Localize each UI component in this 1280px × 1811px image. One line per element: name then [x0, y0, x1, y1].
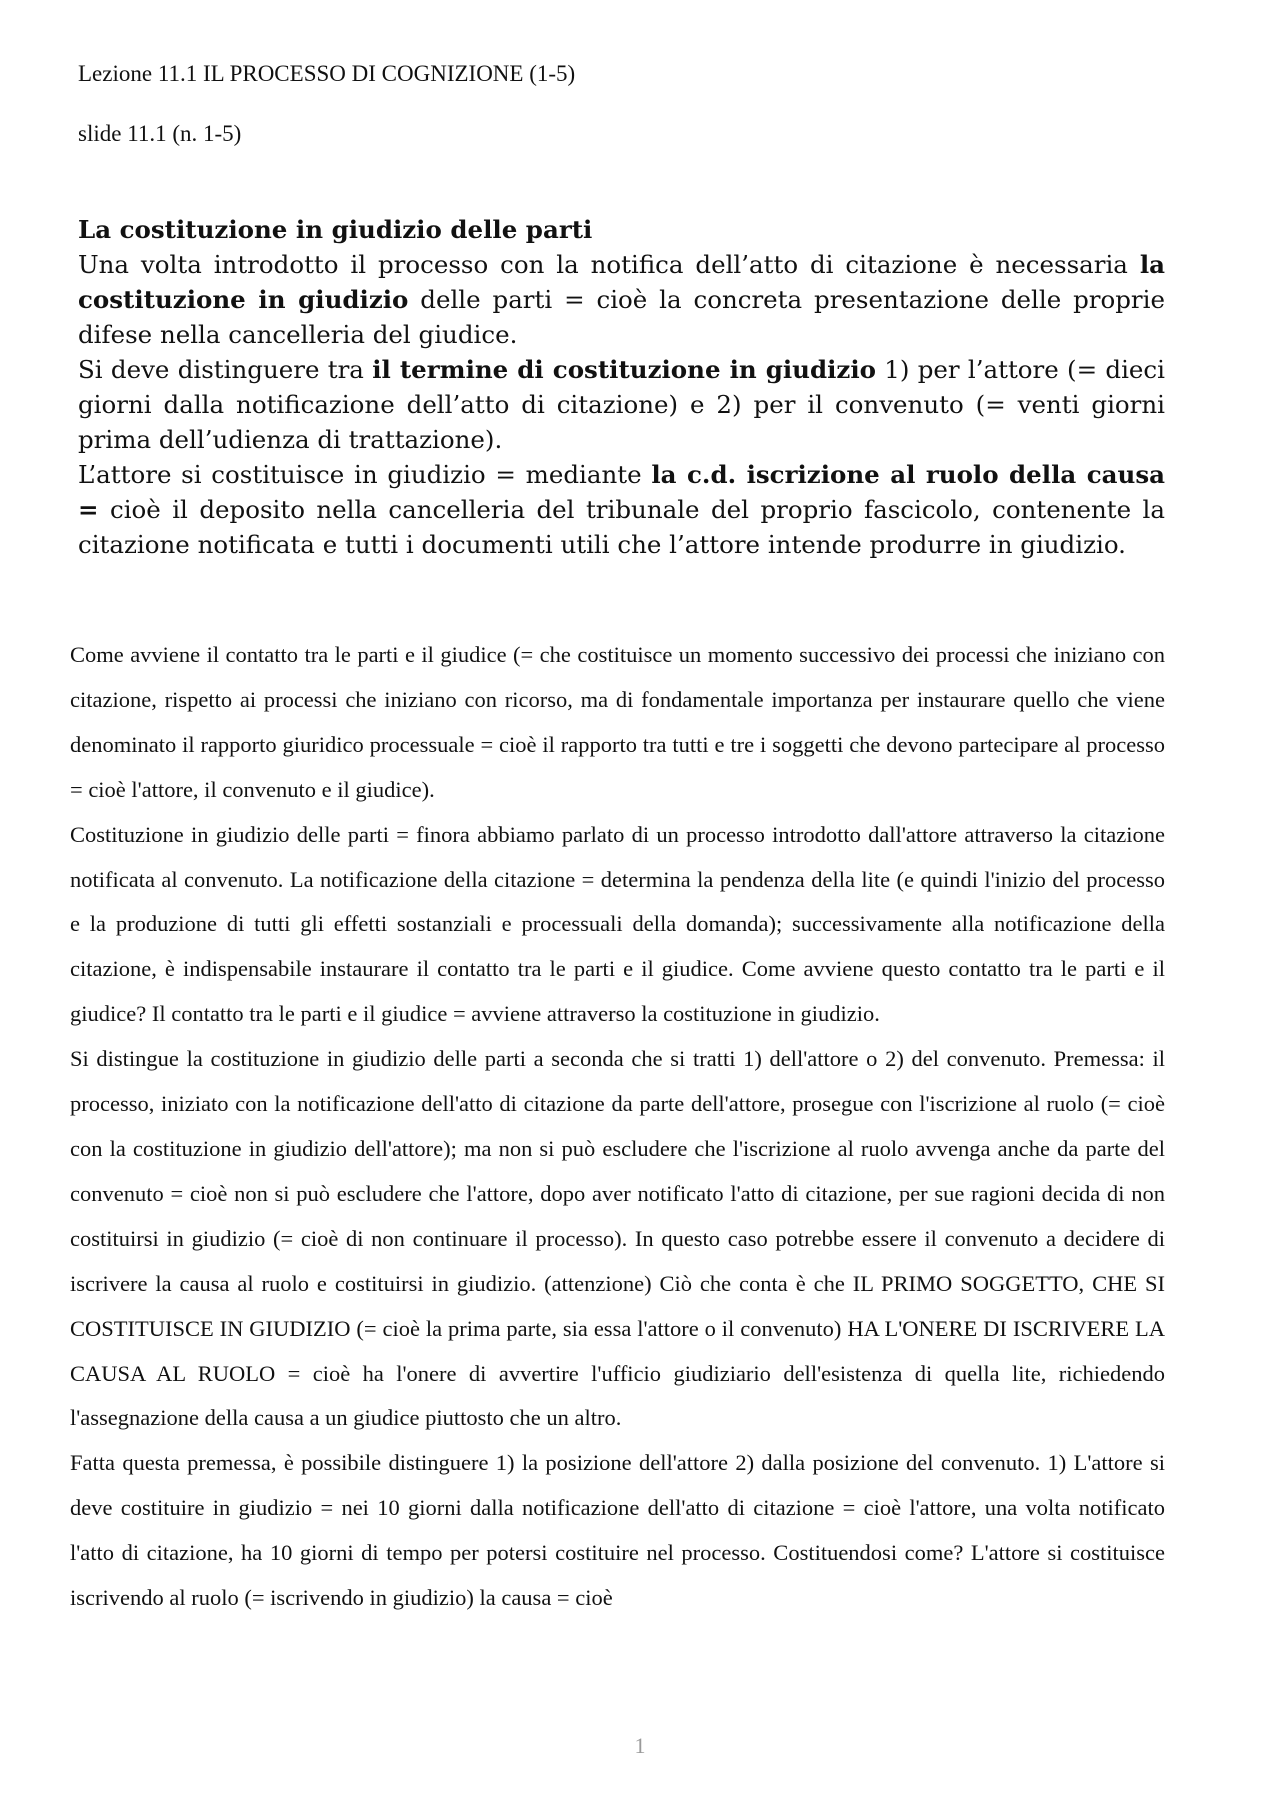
- text-run: cioè il deposito nella cancelleria del tribunale del proprio fascicolo, contenente la citazione notificata e tutti i documenti utili che l’attore intende produrre in giudizio.: [78, 495, 1165, 559]
- bold-term: la c.d. iscrizione al ruolo della causa =: [78, 460, 1165, 524]
- lesson-title: Lezione 11.1 IL PROCESSO DI COGNIZIONE (1-5): [78, 61, 576, 86]
- text-run: delle parti = cioè la concreta presentazione delle proprie difese nella cancelleria del giudice.: [78, 285, 1165, 349]
- section-heading: La costituzione in giudizio delle parti: [78, 215, 593, 244]
- page-number: 1: [634, 1733, 646, 1758]
- summary-section: [78, 212, 1165, 562]
- body-paragraph: Come avviene il contatto tra le parti e il giudice (= che costituisce un momento successivo dei processi che iniziano con citazione, rispetto ai processi che iniziano con ricorso, ma di fondamentale importanza per instaurare quello che viene denominato il rapporto giuridico processuale = cioè il rapporto tra tutti e tre i soggetti che devono partecipare al processo = cioè l'attore, il convenuto e il giudice).: [70, 642, 1165, 802]
- bold-term: il termine di costituzione in giudizio: [372, 355, 876, 384]
- transcript-section: [70, 633, 1165, 1621]
- slide-reference: slide 11.1 (n. 1-5): [78, 121, 242, 146]
- summary-paragraph: [78, 457, 1165, 562]
- text-run: 1) per l’attore (= dieci giorni dalla notificazione dell’atto di citazione) e 2) per il convenuto (= venti giorni prima dell’udienza di trattazione).: [78, 355, 1165, 454]
- body-paragraph: Fatta questa premessa, è possibile distinguere 1) la posizione dell'attore 2) dalla posizione del convenuto. 1) L'attore si deve costituire in giudizio = nei 10 giorni dalla notificazione dell'atto di citazione = cioè l'attore, una volta notificato l'atto di citazione, ha 10 giorni di tempo per potersi costituire nel processo. Costituendosi come? L'attore si costituisce iscrivendo al ruolo (= iscrivendo in giudizio) la causa = cioè: [70, 1450, 1165, 1611]
- bold-term: la costituzione in giudizio: [78, 250, 1165, 314]
- summary-paragraph: [78, 352, 1165, 457]
- text-run: Una volta introdotto il processo con la notifica dell’atto di citazione è necessaria: [78, 250, 1140, 279]
- body-paragraph: Si distingue la costituzione in giudizio delle parti a seconda che si tratti 1) dell'attore o 2) del convenuto. Premessa: il processo, iniziato con la notificazione dell'atto di citazione da parte dell'attore, prosegue con l'iscrizione al ruolo (= cioè con la costituzione in giudizio dell'attore); ma non si può escludere che l'iscrizione al ruolo avvenga anche da parte del convenuto = cioè non si può escludere che l'attore, dopo aver notificato l'atto di citazione, per sue ragioni decida di non costituirsi in giudizio (= cioè di non continuare il processo). In questo caso potrebbe essere il convenuto a decidere di iscrivere la causa al ruolo e costituirsi in giudizio. (attenzione) Ciò che conta è che IL PRIMO SOGGETTO, CHE SI COSTITUISCE IN GIUDIZIO (= cioè la prima parte, sia essa l'attore o il convenuto) HA L'ONERE DI ISCRIVERE LA CAUSA AL RUOLO = cioè ha l'onere di avvertire l'ufficio giudiziario dell'esistenza di quella lite, richiedendo l'assegnazione della causa a un giudice piuttosto che un altro.: [70, 1046, 1165, 1431]
- text-run: L’attore si costituisce in giudizio = mediante: [78, 460, 652, 489]
- summary-paragraph: [78, 247, 1165, 352]
- text-run: Si deve distinguere tra: [78, 355, 373, 384]
- body-paragraph: Costituzione in giudizio delle parti = finora abbiamo parlato di un processo introdotto dall'attore attraverso la citazione notificata al convenuto. La notificazione della citazione = determina la pendenza della lite (e quindi l'inizio del processo e la produzione di tutti gli effetti sostanziali e processuali della domanda); successivamente alla notificazione della citazione, è indispensabile instaurare il contatto tra le parti e il giudice. Come avviene questo contatto tra le parti e il giudice? Il contatto tra le parti e il giudice = avviene attraverso la costituzione in giudizio.: [70, 821, 1165, 1027]
